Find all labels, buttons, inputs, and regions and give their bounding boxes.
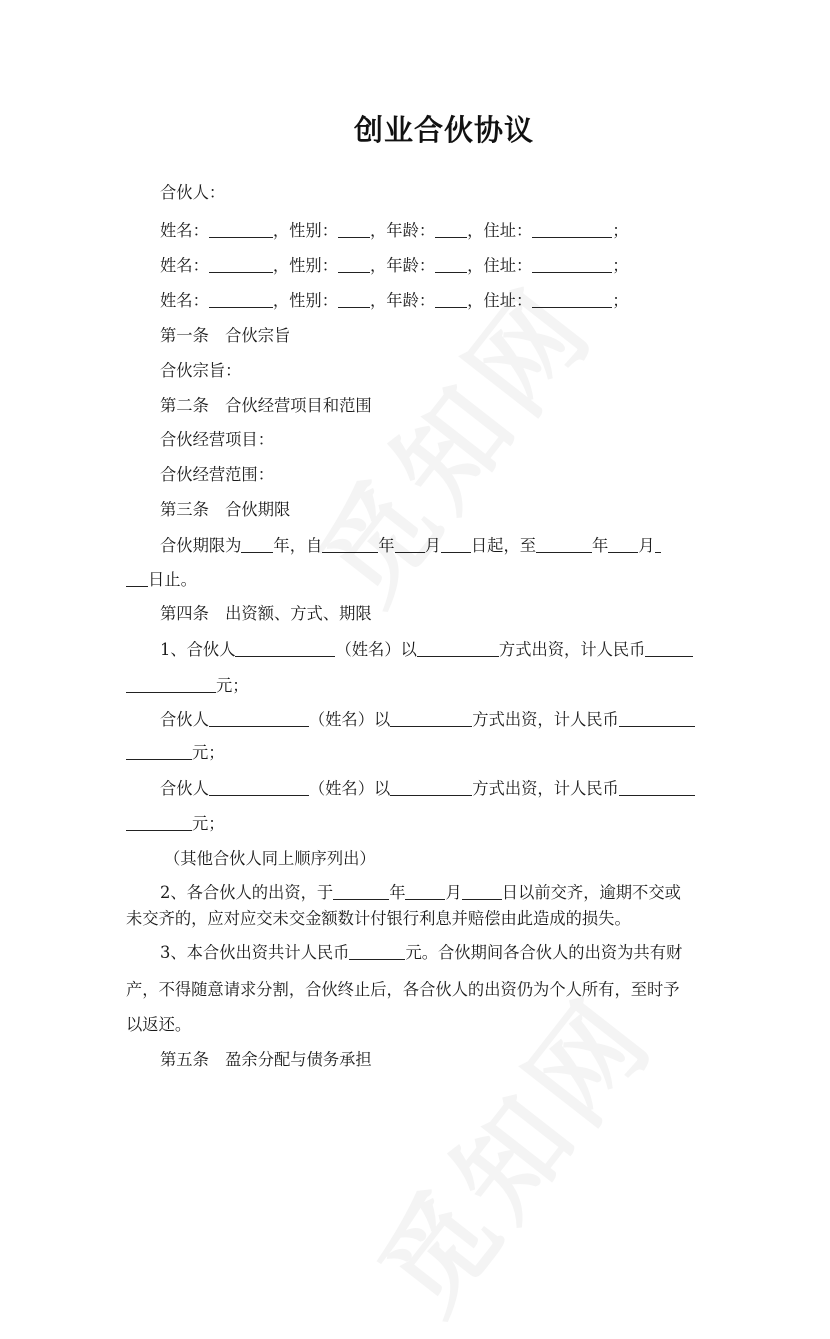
gender-label: ，性别： (272, 221, 338, 240)
clause-2-line (160, 882, 681, 904)
gender-label: ，性别： (272, 291, 338, 310)
name-blank[interactable] (209, 291, 273, 308)
partner-row (160, 290, 629, 312)
address-label: ，住址： (467, 221, 533, 240)
age-blank[interactable] (435, 291, 467, 308)
text: 方式出资，计人民币 (472, 779, 619, 798)
text: 年 (592, 536, 609, 555)
partner-name-blank[interactable] (235, 640, 335, 657)
text: 1、合伙人 (160, 640, 236, 659)
name-blank[interactable] (209, 256, 273, 273)
semicolon: ； (612, 291, 629, 310)
text: 合伙人 (160, 710, 209, 729)
year-blank[interactable] (333, 883, 389, 900)
age-label: ，年龄： (370, 221, 436, 240)
end-day-blank[interactable] (655, 536, 661, 553)
amount-blank[interactable] (126, 743, 192, 760)
contribution-line (160, 778, 695, 800)
text: 日以前交齐，逾期不交或 (501, 883, 681, 902)
text: （姓名）以 (308, 710, 391, 729)
total-amount-blank[interactable] (349, 943, 405, 960)
end-month-blank[interactable] (608, 536, 638, 553)
end-year-blank[interactable] (536, 536, 592, 553)
start-day-blank[interactable] (441, 536, 471, 553)
contribution-line (160, 639, 693, 661)
article-3-heading: 第三条 合伙期限 (160, 500, 291, 519)
method-blank[interactable] (390, 779, 472, 796)
start-month-blank[interactable] (395, 536, 425, 553)
text: 3、本合伙出资共计人民币 (160, 943, 350, 962)
start-year-blank[interactable] (322, 536, 378, 553)
text: 方式出资，计人民币 (472, 710, 619, 729)
contribution-line (160, 709, 695, 731)
project-label: 合伙经营项目： (160, 430, 274, 449)
address-label: ，住址： (467, 256, 533, 275)
contribution-line-2 (126, 813, 225, 835)
amount-blank[interactable] (645, 640, 693, 657)
clause-2-line-2: 未交齐的，应对应交未交金额数计付银行利息并赔偿由此造成的损失。 (126, 909, 631, 928)
semicolon: ； (612, 256, 629, 275)
article-5-heading: 第五条 盈余分配与债务承担 (160, 1050, 372, 1069)
amount-blank[interactable] (619, 710, 695, 727)
text: 方式出资，计人民币 (498, 640, 646, 659)
name-blank[interactable] (209, 221, 273, 238)
text: 月 (424, 536, 441, 555)
text: 元； (216, 676, 249, 695)
clause-3-line (160, 942, 682, 964)
text: 月 (638, 536, 655, 555)
document-title: 创业合伙协议 (353, 113, 534, 147)
text: 元； (192, 743, 225, 762)
address-label: ，住址： (467, 291, 533, 310)
day-blank[interactable] (462, 883, 502, 900)
others-note: （其他合伙人同上顺序列出） (164, 849, 376, 868)
name-label: 姓名： (160, 256, 209, 275)
article-1-heading: 第一条 合伙宗旨 (160, 326, 291, 345)
address-blank[interactable] (532, 221, 612, 238)
text: 日起，至 (470, 536, 537, 555)
text: 合伙人 (160, 779, 209, 798)
gender-blank[interactable] (338, 256, 370, 273)
article-2-heading: 第二条 合伙经营项目和范围 (160, 396, 372, 415)
contribution-line-2 (126, 675, 249, 697)
age-blank[interactable] (435, 221, 467, 238)
semicolon: ； (612, 221, 629, 240)
term-line (160, 535, 661, 557)
partner-row (160, 255, 629, 277)
text: 日止。 (148, 570, 197, 589)
text: 年，自 (273, 536, 323, 555)
amount-blank[interactable] (126, 814, 192, 831)
partner-name-blank[interactable] (209, 779, 309, 796)
watermark (337, 959, 683, 1339)
text: 元。合伙期间各合伙人的出资为共有财 (405, 943, 683, 962)
method-blank[interactable] (390, 710, 472, 727)
scope-label: 合伙经营范围： (160, 465, 274, 484)
text: 年 (389, 883, 406, 902)
end-day-blank[interactable] (126, 570, 148, 587)
partner-name-blank[interactable] (209, 710, 309, 727)
method-blank[interactable] (417, 640, 499, 657)
age-label: ，年龄： (370, 256, 436, 275)
text: 年 (378, 536, 395, 555)
clause-3-line-2: 产，不得随意请求分割，合伙终止后，各合伙人的出资仍为个人所有，至时予 (126, 980, 680, 999)
address-blank[interactable] (532, 256, 612, 273)
age-blank[interactable] (435, 256, 467, 273)
article-4-heading: 第四条 出资额、方式、期限 (160, 604, 372, 623)
term-line-2 (126, 569, 197, 591)
amount-blank[interactable] (619, 779, 695, 796)
text: 月 (445, 883, 462, 902)
address-blank[interactable] (532, 291, 612, 308)
partners-label: 合伙人： (160, 183, 226, 202)
age-label: ，年龄： (370, 291, 436, 310)
contribution-line-2 (126, 742, 225, 764)
years-blank[interactable] (241, 536, 273, 553)
gender-label: ，性别： (272, 256, 338, 275)
purpose-label: 合伙宗旨： (160, 361, 242, 380)
text: 合伙期限为 (160, 536, 242, 555)
text: （姓名）以 (335, 640, 417, 659)
text: 2、各合伙人的出资，于 (160, 883, 334, 902)
name-label: 姓名： (160, 221, 209, 240)
clause-3-line-3: 以返还。 (126, 1015, 192, 1034)
gender-blank[interactable] (338, 291, 370, 308)
partner-row (160, 220, 629, 242)
amount-blank[interactable] (126, 676, 216, 693)
text: 元； (192, 814, 225, 833)
gender-blank[interactable] (338, 221, 370, 238)
text: （姓名）以 (308, 779, 391, 798)
month-blank[interactable] (405, 883, 445, 900)
name-label: 姓名： (160, 291, 209, 310)
